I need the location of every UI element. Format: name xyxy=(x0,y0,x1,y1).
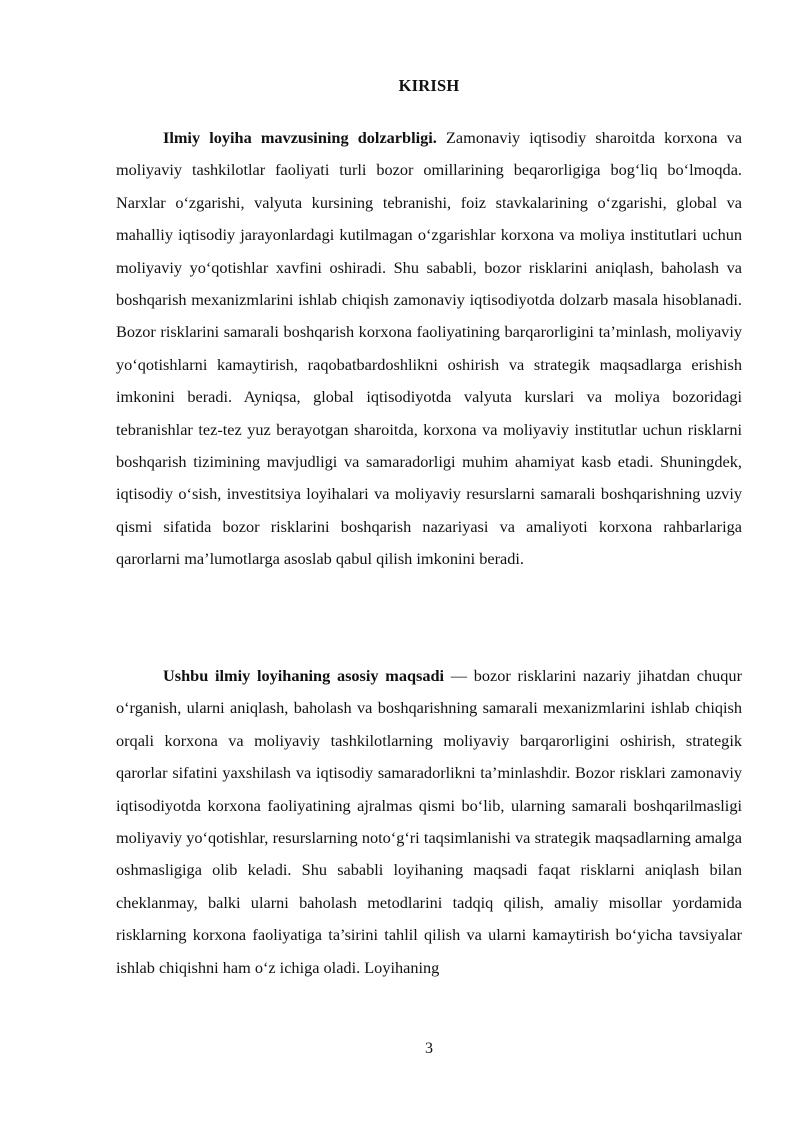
paragraph-text xyxy=(116,122,742,576)
page-number: 3 xyxy=(425,1040,433,1057)
paragraph-body: — bozor risklarini nazariy jihatdan chuqur o‘rganish, ularni aniqlash, baholash va boshqarishning samarali mexanizmlarini ishlab chiqish orqali korxona va moliyaviy tashkilotlarning moliyaviy barqarorligini oshirish, strategik qarorlar sifatini yaxshilash va iqtisodiy samaradorlikni ta’minlashdir. Bozor risklari zamonaviy iqtisodiyotda korxona faoliyatining ajralmas qismi bo‘lib, ularning samarali boshqarilmasligi moliyaviy yo‘qotishlar, resurslarning noto‘g‘ri taqsimlanishi va strategik maqsadlarning amalga oshmasligiga olib keladi. Shu sababli loyihaning maqsadi faqat risklarni aniqlash bilan cheklanmay, balki ularni baholash metodlarini tadqiq qilish, amaliy misollar yordamida risklarning korxona faoliyatiga ta’sirini tahlil qilish va ularni kamaytirish bo‘yicha tavsiyalar ishlab chiqishni ham o‘z ichiga oladi. Loyihaning xyxy=(116,666,742,977)
section-heading: KIRISH xyxy=(398,76,460,95)
paragraph-goal xyxy=(116,660,742,984)
paragraph-text xyxy=(116,660,742,984)
paragraph-lead: Ushbu ilmiy loyihaning asosiy maqsadi xyxy=(163,666,445,685)
paragraph-relevance xyxy=(116,122,742,576)
paragraph-body: Zamonaviy iqtisodiy sharoitda korxona va moliyaviy tashkilotlar faoliyati turli bozor omillarining beqarorligiga bog‘liq bo‘lmoqda. Narxlar o‘zgarishi, valyuta kursining tebranishi, foiz stavkalarining o‘zgarishi, global va mahalliy iqtisodiy jarayonlardagi kutilmagan o‘zgarishlar korxona va moliya institutlari uchun moliyaviy yo‘qotishlar xavfini oshiradi. Shu sababli, bozor risklarini aniqlash, baholash va boshqarish mexanizmlarini ishlab chiqish zamonaviy iqtisodiyotda dolzarb masala hisoblanadi. Bozor risklarini samarali boshqarish korxona faoliyatining barqarorligini ta’minlash, moliyaviy yo‘qotishlarni kamaytirish, raqobatbardoshlikni oshirish va strategik maqsadlarga erishish imkonini beradi. Ayniqsa, global iqtisodiyotda valyuta kurslari va moliya bozoridagi tebranishlar tez-tez yuz berayotgan sharoitda, korxona va moliyaviy institutlar uchun risklarni boshqarish tizimining mavjudligi va samaradorligi muhim ahamiyat kasb etadi. Shuningdek, iqtisodiy o‘sish, investitsiya loyihalari va moliyaviy resurslarni samarali boshqarishning uzviy qismi sifatida bozor risklarini boshqarish nazariyasi va amaliyoti korxona rahbarlariga qarorlarni ma’lumotlarga asoslab qabul qilish imkonini beradi. xyxy=(116,128,742,569)
paragraph-lead: Ilmiy loyiha mavzusining dolzarbligi. xyxy=(163,128,437,147)
